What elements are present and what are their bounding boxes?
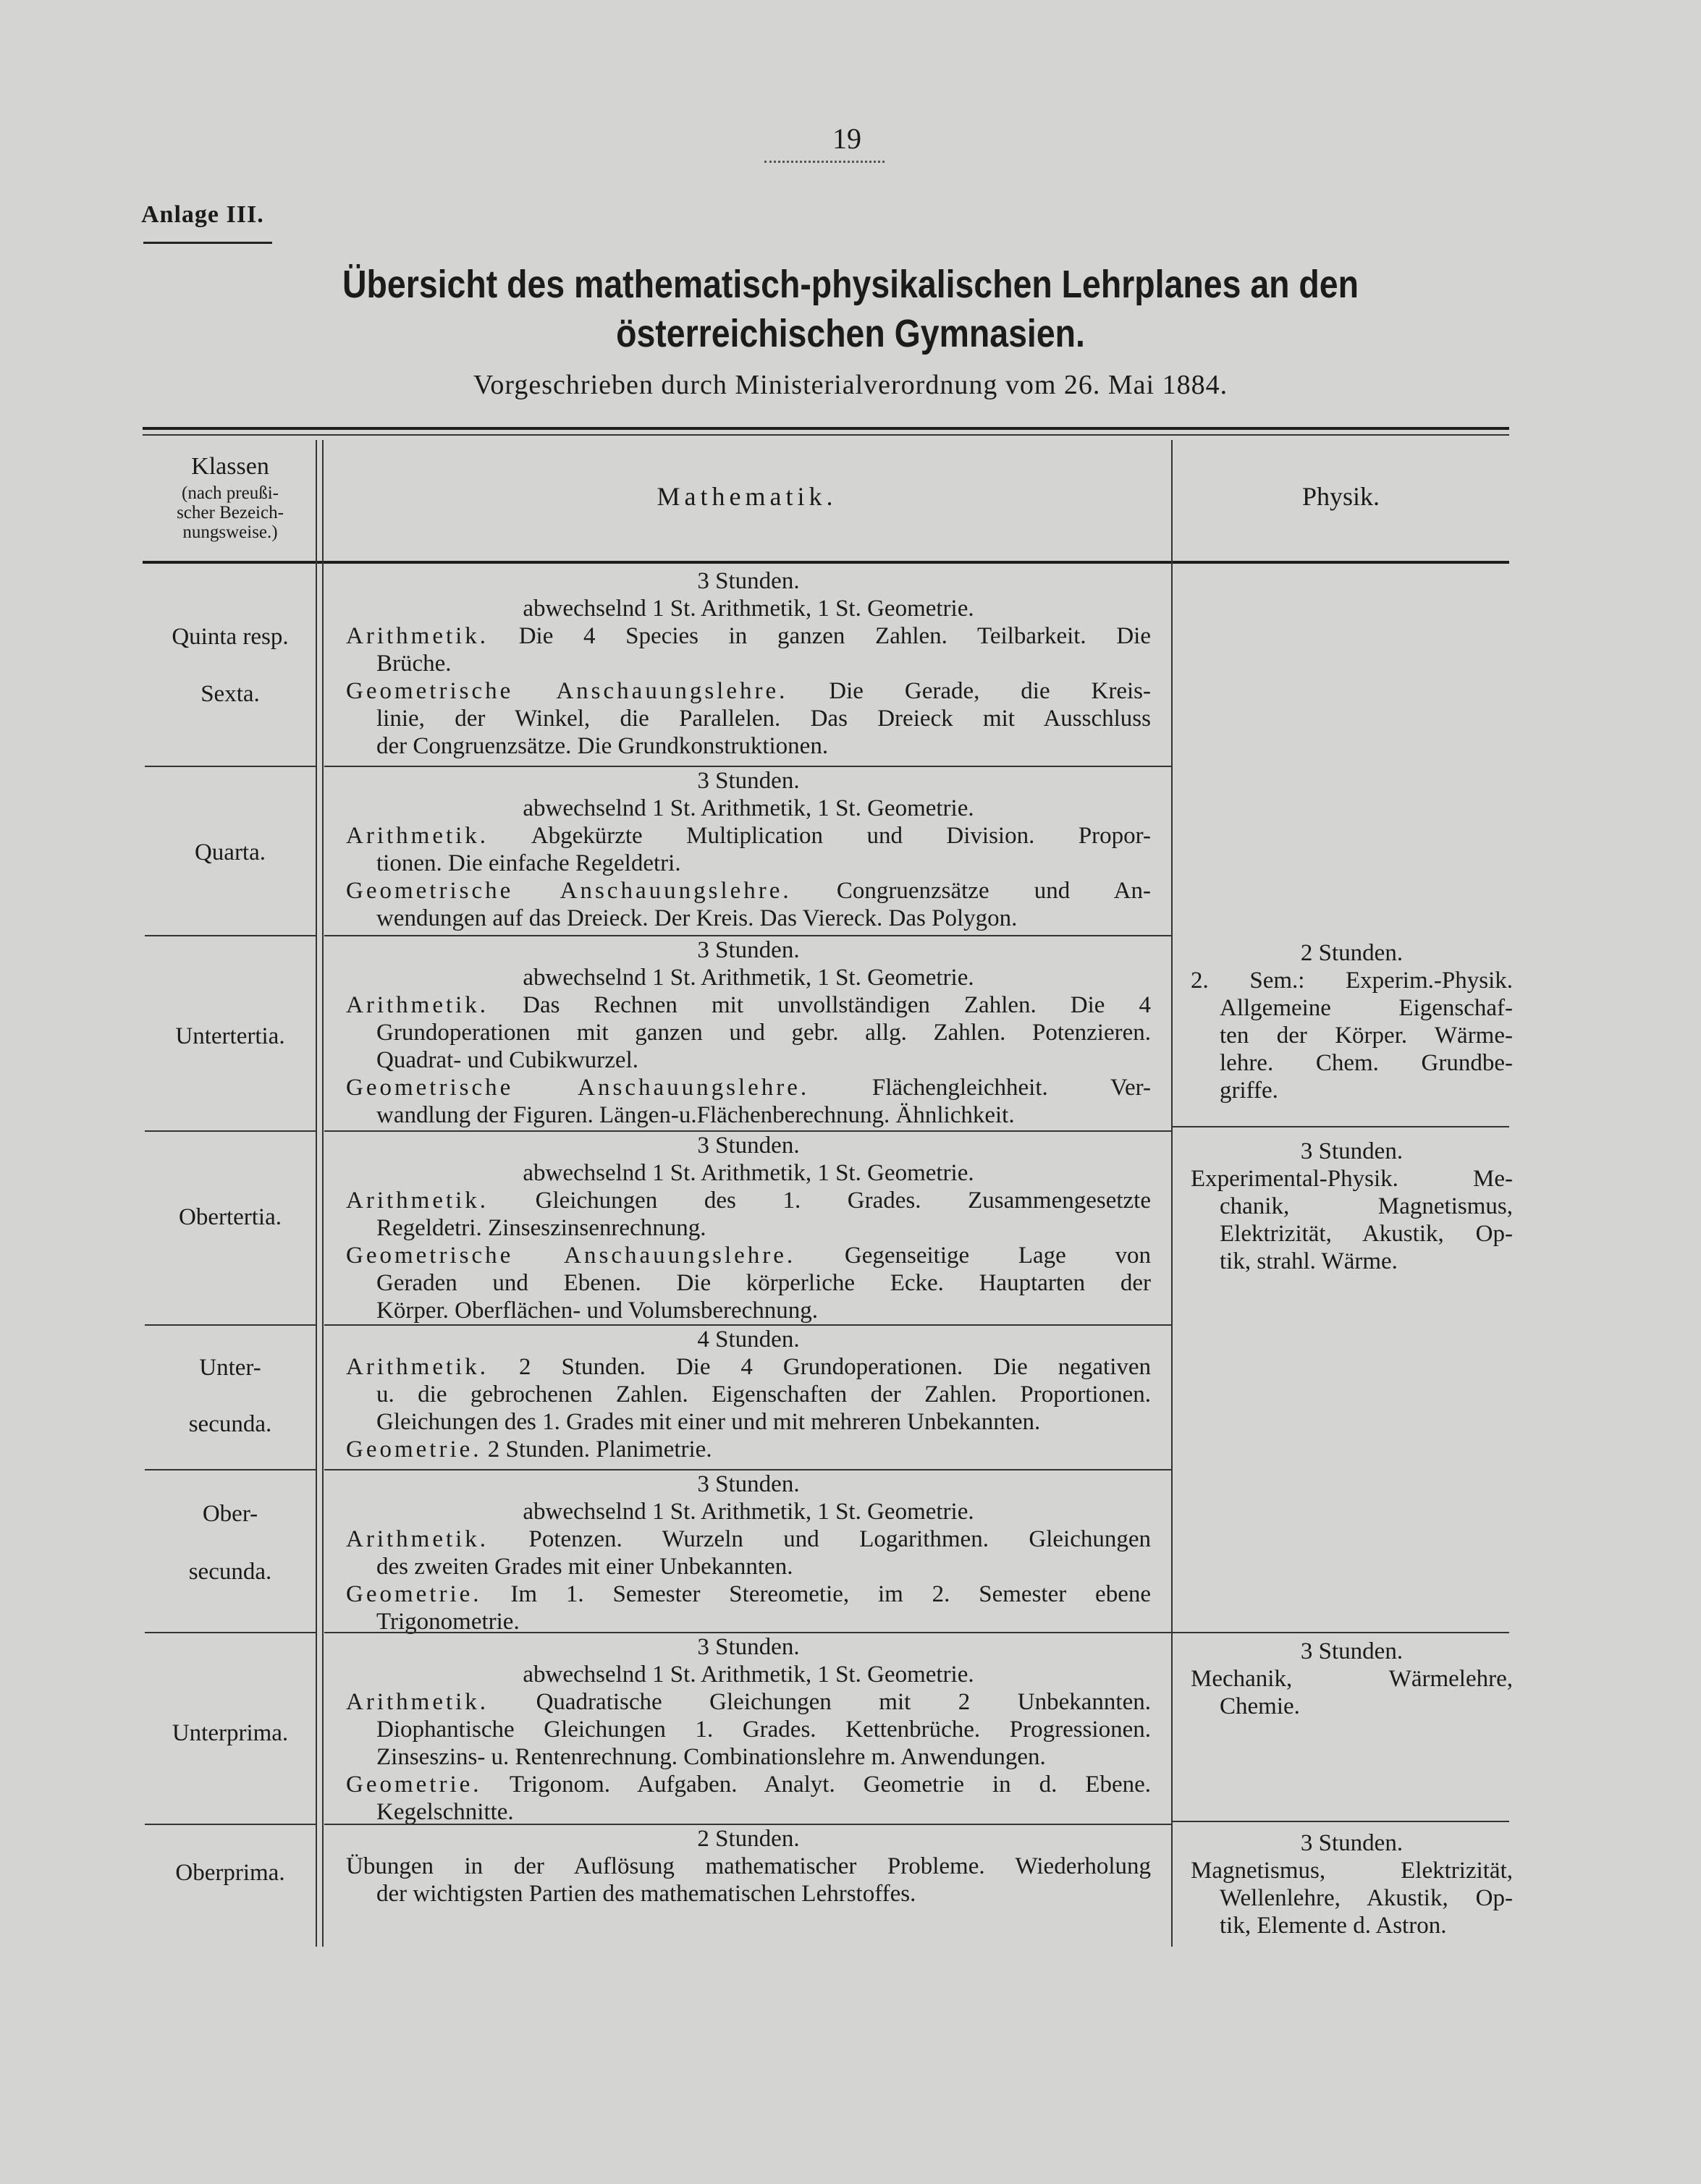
- arith-line: [346, 1187, 1151, 1214]
- math-hours: 4 Stunden.: [697, 1326, 800, 1353]
- row-divider-klasse: [145, 766, 316, 767]
- physik-cell: [1191, 1138, 1513, 1275]
- class-name: secunda.: [188, 1411, 272, 1437]
- geo-label: Geometrie.: [346, 1772, 482, 1798]
- class-name: Ober-: [202, 1501, 258, 1527]
- geo-continuation: wendungen auf das Dreieck. Der Kreis. Das Viereck. Das Polygon.: [376, 905, 1018, 931]
- arith-continuation: Diophantische Gleichungen 1. Grades. Kettenbrüche. Progressionen.: [376, 1717, 1151, 1743]
- math-alternation: abwechselnd 1 St. Arithmetik, 1 St. Geometrie.: [523, 596, 974, 622]
- math-cell: [346, 1326, 1151, 1463]
- arith-label: Arithmetik.: [346, 1526, 489, 1552]
- header-klassen-note-line: scher Bezeich-: [177, 503, 284, 522]
- arith-label: Arithmetik.: [346, 1188, 489, 1214]
- geo-line: [346, 1074, 1151, 1101]
- physik-line: tik, strahl. Wärme.: [1220, 1248, 1398, 1274]
- header-klassen: Klassen: [191, 453, 269, 480]
- physik-cell: [1191, 1638, 1513, 1720]
- geo-continuation: der Congruenzsätze. Die Grundkonstruktionen.: [376, 733, 829, 759]
- class-name: Sexta.: [201, 681, 260, 707]
- class-name: Unter-: [199, 1355, 261, 1381]
- geo-label: Geometrische Anschauungslehre.: [346, 678, 788, 704]
- geo-text: Flächengleichheit. Ver-: [871, 1075, 1151, 1101]
- math-alternation: abwechselnd 1 St. Arithmetik, 1 St. Geometrie.: [523, 1662, 974, 1688]
- physik-line: 3 Stunden.: [1300, 1638, 1404, 1664]
- arith-continuation: u. die gebrochenen Zahlen. Eigenschaften der Zahlen. Proportionen.: [376, 1381, 1151, 1408]
- subtitle: Vorgeschrieben durch Ministerialverordnung vom 26. Mai 1884.: [473, 370, 1228, 400]
- arith-continuation: Gleichungen des 1. Grades mit einer und mit mehreren Unbekannten.: [376, 1409, 1041, 1435]
- header-physik: Physik.: [1301, 482, 1380, 511]
- math-cell: [346, 767, 1151, 932]
- geo-continuation: Geraden und Ebenen. Die körperliche Ecke. Hauptarten der: [376, 1270, 1151, 1296]
- appendix-underline: [143, 242, 272, 244]
- math-hours: 3 Stunden.: [697, 568, 800, 594]
- arith-line: [346, 1688, 1151, 1716]
- class-name: Quinta resp.: [172, 624, 289, 650]
- title-line-2: österreichischen Gymnasien.: [616, 312, 1085, 355]
- arith-continuation: Zinseszins- u. Rentenrechnung. Combinationslehre m. Anwendungen.: [376, 1744, 1046, 1770]
- arith-text: Potenzen. Wurzeln und Logarithmen. Gleichungen: [528, 1526, 1152, 1552]
- physik-line: lehre. Chem. Grundbe-: [1220, 1050, 1513, 1076]
- geo-line: [346, 677, 1151, 705]
- column-divider-left-a: [316, 440, 317, 1947]
- physik-line: 2 Stunden.: [1300, 940, 1404, 966]
- math-hours: 3 Stunden.: [697, 1634, 800, 1660]
- arith-line: [346, 1525, 1151, 1553]
- row-divider-physik: [1173, 1632, 1509, 1633]
- arith-line: [346, 822, 1151, 850]
- geo-text: 2 Stunden. Planimetrie.: [487, 1436, 712, 1463]
- physik-line: 2. Sem.: Experim.-Physik.: [1191, 968, 1513, 994]
- math-hours: 2 Stunden.: [697, 1826, 800, 1852]
- geo-continuation: Trigonometrie.: [376, 1609, 520, 1635]
- physik-line: tik, Elemente d. Astron.: [1220, 1913, 1447, 1939]
- physik-line: chanik, Magnetismus,: [1220, 1193, 1513, 1219]
- arith-text: Gleichungen des 1. Grades. Zusammengesetzte: [535, 1188, 1151, 1214]
- arith-text: Die 4 Species in ganzen Zahlen. Teilbarkeit. Die: [518, 623, 1151, 649]
- math-alternation: abwechselnd 1 St. Arithmetik, 1 St. Geometrie.: [523, 795, 974, 821]
- column-divider-left-b: [322, 440, 324, 1947]
- geo-line: [346, 1580, 1151, 1608]
- math-cell: [346, 1470, 1151, 1635]
- arith-continuation: der wichtigsten Partien des mathematischen Lehrstoffes.: [376, 1881, 916, 1907]
- arith-label: Arithmetik.: [346, 823, 489, 849]
- geo-line: [346, 1242, 1151, 1269]
- header-klassen-note-line: nungsweise.): [182, 522, 278, 542]
- arith-text: Übungen in der Auflösung mathematischer Probleme. Wiederholung: [346, 1853, 1151, 1879]
- math-cell: [346, 936, 1151, 1129]
- math-cell: [346, 1825, 1151, 1908]
- arith-continuation: Quadrat- und Cubikwurzel.: [376, 1047, 638, 1073]
- geo-text: Gegenseitige Lage von: [844, 1243, 1152, 1269]
- geo-text: Congruenzsätze und An-: [836, 878, 1152, 904]
- header-mathematik: Mathematik.: [657, 482, 837, 511]
- header-klassen-note: [145, 483, 316, 542]
- math-hours: 3 Stunden.: [697, 1133, 800, 1159]
- physik-line: griffe.: [1220, 1078, 1278, 1104]
- header-bottom-rule: [143, 561, 1509, 564]
- class-name: Quarta.: [194, 839, 266, 865]
- arith-text: Das Rechnen mit unvollständigen Zahlen. Die 4: [523, 992, 1151, 1018]
- row-divider-klasse: [145, 935, 316, 936]
- class-name: Obertertia.: [178, 1204, 282, 1230]
- geo-label: Geometrie.: [346, 1581, 482, 1607]
- row-divider-physik: [1173, 1126, 1509, 1127]
- math-hours: 3 Stunden.: [697, 768, 800, 794]
- row-divider-physik: [1173, 1821, 1509, 1822]
- math-cell: [346, 1132, 1151, 1324]
- geo-text: Trigonom. Aufgaben. Analyt. Geometrie in d. Ebene.: [509, 1772, 1152, 1798]
- arith-label: Arithmetik.: [346, 623, 489, 649]
- physik-line: Magnetismus, Elektrizität,: [1191, 1858, 1513, 1884]
- arith-label: Arithmetik.: [346, 1689, 489, 1715]
- arith-text: Abgekürzte Multiplication und Division. Propor-: [531, 823, 1151, 849]
- geo-line: [346, 877, 1151, 905]
- row-divider-klasse: [145, 1469, 316, 1470]
- physik-line: 3 Stunden.: [1300, 1830, 1404, 1856]
- arith-line: [346, 622, 1151, 650]
- math-alternation: abwechselnd 1 St. Arithmetik, 1 St. Geometrie.: [523, 1160, 974, 1186]
- geo-line: [346, 1771, 1151, 1798]
- geo-continuation: wandlung der Figuren. Längen-u.Flächenberechnung. Ähnlichkeit.: [376, 1102, 1015, 1128]
- table-top-rule-thin: [143, 434, 1509, 436]
- physik-line: Wellenlehre, Akustik, Op-: [1220, 1885, 1513, 1911]
- physik-line: Mechanik, Wärmelehre,: [1191, 1666, 1513, 1692]
- class-name: secunda.: [188, 1559, 272, 1585]
- geo-label: Geometrische Anschauungslehre.: [346, 1243, 796, 1269]
- arith-text: Quadratische Gleichungen mit 2 Unbekannten.: [536, 1689, 1151, 1715]
- header-klassen-note-line: (nach preußi-: [182, 483, 279, 503]
- physik-line: ten der Körper. Wärme-: [1220, 1023, 1513, 1049]
- physik-cell: [1191, 939, 1513, 1104]
- title-line-1: Übersicht des mathematisch-physikalischen Lehrplanes an den: [342, 263, 1359, 306]
- geo-text: Im 1. Semester Stereometie, im 2. Semester ebene: [510, 1581, 1151, 1607]
- arith-label: Arithmetik.: [346, 1354, 489, 1380]
- geo-continuation: Körper. Oberflächen- und Volumsberechnung.: [376, 1298, 819, 1324]
- physik-line: 3 Stunden.: [1300, 1138, 1404, 1164]
- math-hours: 3 Stunden.: [697, 937, 800, 963]
- arith-continuation: des zweiten Grades mit einer Unbekannten.: [376, 1554, 793, 1580]
- geo-text: Die Gerade, die Kreis-: [829, 678, 1151, 704]
- arith-text: 2 Stunden. Die 4 Grundoperationen. Die negativen: [519, 1354, 1152, 1380]
- geo-continuation: linie, der Winkel, die Parallelen. Das Dreieck mit Ausschluss: [376, 706, 1151, 732]
- class-name: Oberprima.: [175, 1860, 285, 1886]
- table-top-rule: [143, 427, 1509, 430]
- math-cell: [346, 567, 1151, 760]
- arith-label: Arithmetik.: [346, 992, 489, 1018]
- arith-line: [346, 1853, 1151, 1880]
- arith-continuation: Brüche.: [376, 651, 452, 677]
- math-alternation: abwechselnd 1 St. Arithmetik, 1 St. Geometrie.: [523, 1499, 974, 1525]
- math-hours: 3 Stunden.: [697, 1471, 800, 1497]
- physik-line: Experimental-Physik. Me-: [1191, 1166, 1513, 1192]
- math-alternation: abwechselnd 1 St. Arithmetik, 1 St. Geometrie.: [523, 965, 974, 991]
- row-divider-klasse: [145, 1130, 316, 1132]
- physik-cell: [1191, 1829, 1513, 1939]
- row-divider-klasse: [145, 1324, 316, 1326]
- page-number-ornament: [764, 161, 885, 163]
- appendix-label: Anlage III.: [141, 201, 264, 228]
- geo-label: Geometrische Anschauungslehre.: [346, 1075, 810, 1101]
- geo-label: Geometrie.: [346, 1436, 482, 1463]
- physik-line: Elektrizität, Akustik, Op-: [1220, 1221, 1513, 1247]
- class-name: Unterprima.: [172, 1720, 289, 1746]
- geo-line: [346, 1436, 1151, 1463]
- row-divider-klasse: [145, 1632, 316, 1633]
- physik-line: Chemie.: [1220, 1693, 1300, 1719]
- class-name: Untertertia.: [175, 1023, 285, 1049]
- geo-continuation: Kegelschnitte.: [376, 1799, 514, 1825]
- arith-line: [346, 991, 1151, 1019]
- arith-line: [346, 1353, 1151, 1381]
- physik-line: Allgemeine Eigenschaf-: [1220, 995, 1513, 1021]
- arith-continuation: tionen. Die einfache Regeldetri.: [376, 850, 681, 876]
- arith-continuation: Grundoperationen mit ganzen und gebr. allg. Zahlen. Potenzieren.: [376, 1020, 1151, 1046]
- row-divider-klasse: [145, 1824, 316, 1825]
- math-cell: [346, 1633, 1151, 1826]
- page-number: 19: [832, 122, 861, 155]
- arith-continuation: Regeldetri. Zinseszinsenrechnung.: [376, 1215, 706, 1241]
- column-divider-right: [1171, 440, 1173, 1947]
- geo-label: Geometrische Anschauungslehre.: [346, 878, 792, 904]
